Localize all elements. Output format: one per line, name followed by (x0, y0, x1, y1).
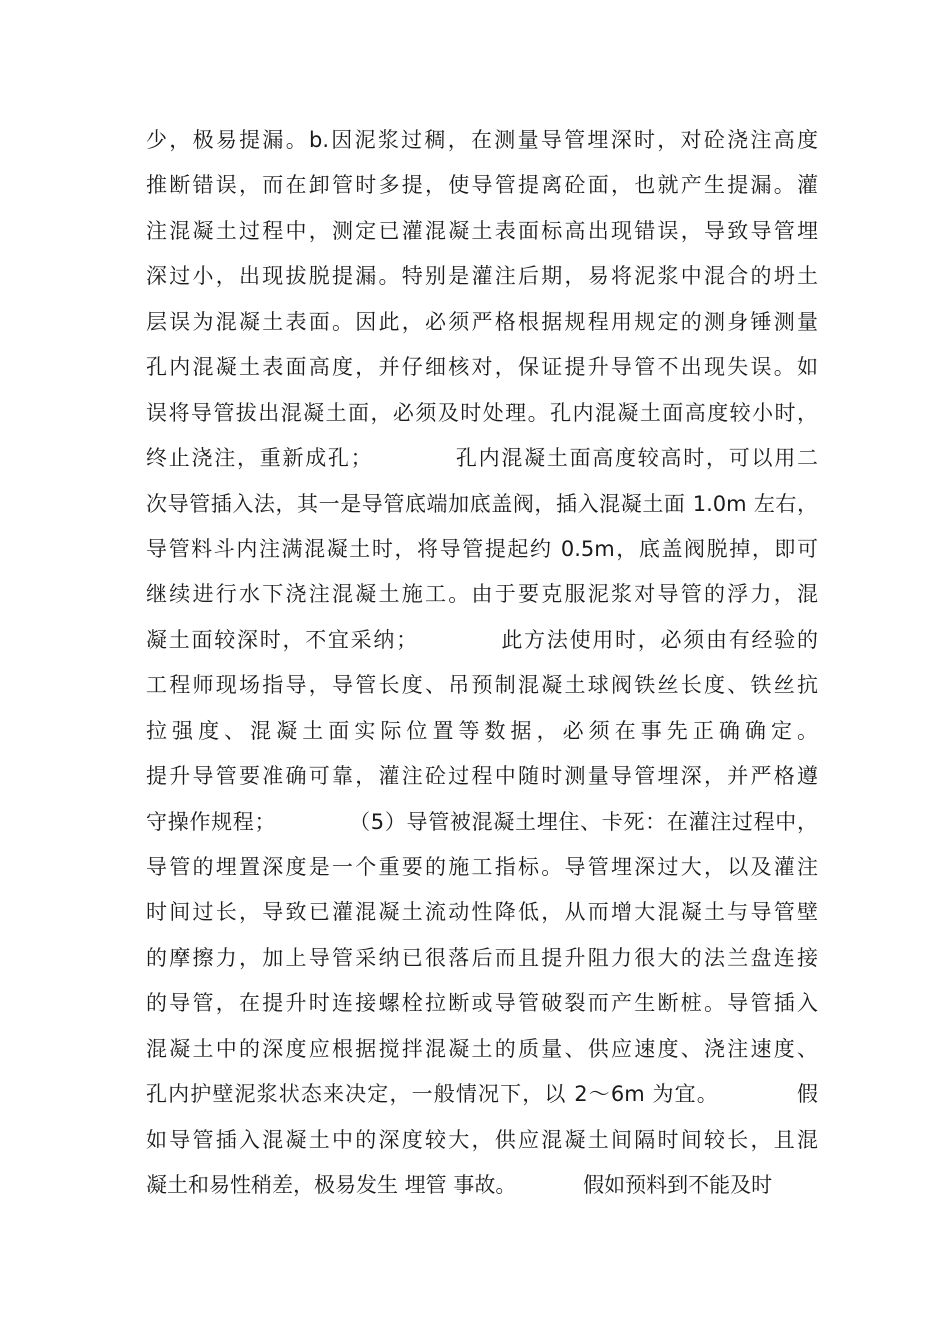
text-line: 少，极易提漏。b.因泥浆过稠，在测量导管埋深时，对砼浇注高度 (146, 128, 818, 152)
text-line: 推断错误，而在卸管时多提，使导管提离砼面，也就产生提漏。灌 (146, 173, 818, 198)
text-line: 导管料斗内注满混凝土时，将导管提起约 0.5m，底盖阀脱掉，即可 (146, 536, 818, 561)
text-line: 凝土和易性稍差，极易发生 埋管 事故。 假如预料到不能及时 (146, 1173, 773, 1198)
text-line: 终止浇注，重新成孔； 孔内混凝土面高度较高时，可以用二 (146, 446, 818, 471)
text-line: 守操作规程； （5）导管被混凝土埋住、卡死：在灌注过程中， (146, 809, 818, 834)
text-line: 导管的埋置深度是一个重要的施工指标。导管埋深过大，以及灌注 (146, 855, 818, 879)
text-line: 孔内混凝土表面高度，并仔细核对，保证提升导管不出现失误。如 (146, 355, 818, 380)
text-line: 继续进行水下浇注混凝土施工。由于要克服泥浆对导管的浮力，混 (146, 582, 818, 607)
text-line: 工程师现场指导，导管长度、吊预制混凝土球阀铁丝长度、铁丝抗 (146, 673, 818, 698)
text-line: 的摩擦力，加上导管采纳已很落后而且提升阻力很大的法兰盘连接 (146, 945, 818, 970)
text-line: 次导管插入法，其一是导管底端加底盖阀，插入混凝土面 1.0m 左右， (146, 491, 818, 516)
text-line: 误将导管拔出混凝土面，必须及时处理。孔内混凝土面高度较小时， (146, 400, 818, 425)
text-line: 混凝土中的深度应根据搅拌混凝土的质量、供应速度、浇注速度、 (146, 1036, 818, 1061)
body-text (146, 118, 818, 1209)
text-line: 提升导管要准确可靠，灌注砼过程中随时测量导管埋深，并严格遵 (146, 764, 818, 789)
text-line: 凝土面较深时，不宜采纳； 此方法使用时，必须由有经验的 (146, 627, 818, 652)
text-line: 的导管，在提升时连接螺栓拉断或导管破裂而产生断桩。导管插入 (146, 991, 818, 1016)
text-line: 孔内护壁泥浆状态来决定，一般情况下，以 2～6m 为宜。 假 (146, 1082, 818, 1107)
text-line: 时间过长，导致已灌混凝土流动性降低，从而增大混凝土与导管壁 (146, 900, 818, 925)
text-line: 如导管插入混凝土中的深度较大，供应混凝土间隔时间较长，且混 (146, 1127, 818, 1152)
text-line: 注混凝土过程中，测定已灌混凝土表面标高出现错误，导致导管埋 (146, 218, 818, 243)
text-line: 拉强度、混凝土面实际位置等数据，必须在事先正确确定。 (146, 718, 818, 743)
text-line: 层误为混凝土表面。因此，必须严格根据规程用规定的测身锤测量 (146, 309, 818, 334)
text-line: 深过小，出现拔脱提漏。特别是灌注后期，易将泥浆中混合的坍土 (146, 264, 818, 289)
